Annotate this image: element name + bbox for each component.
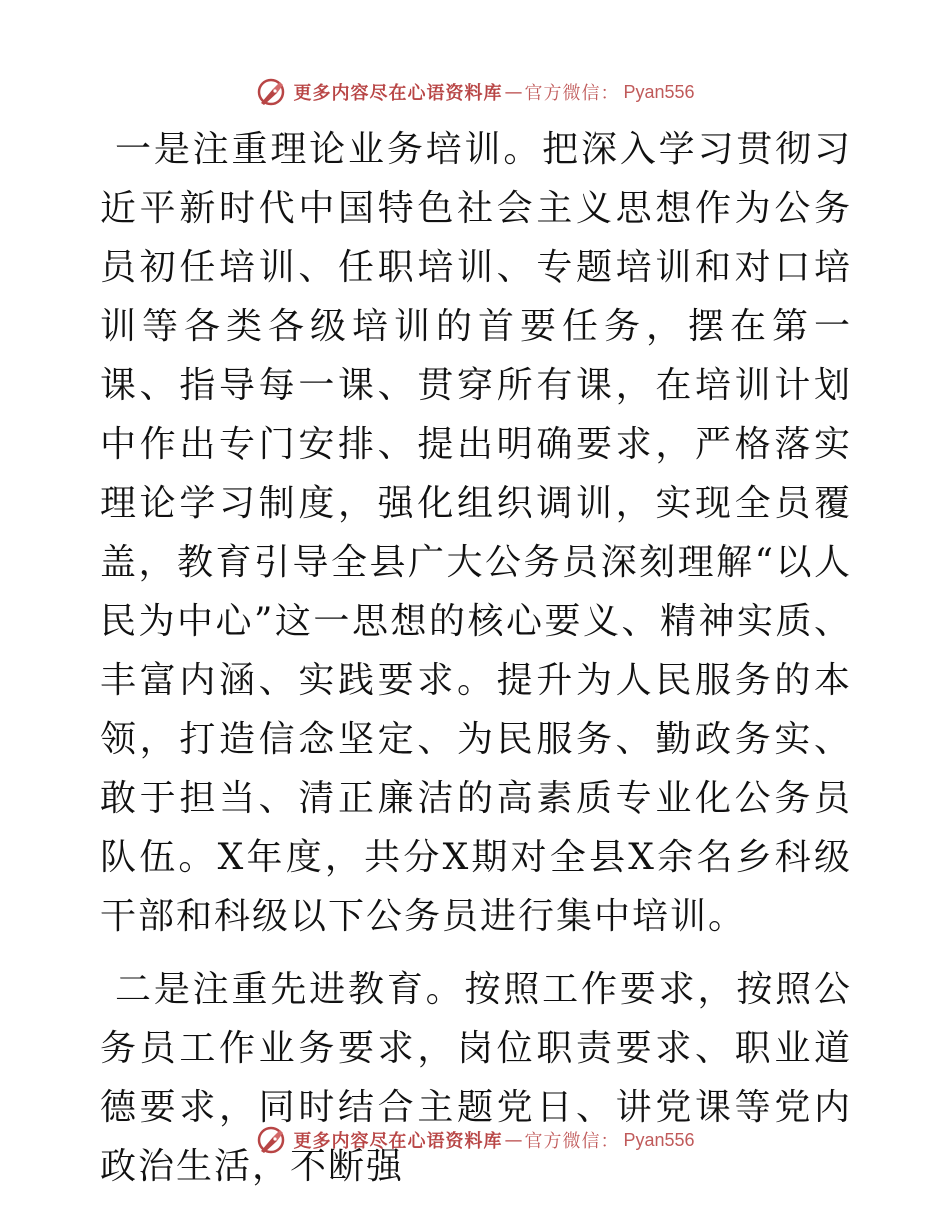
- header-banner-text: 更多内容尽在心语资料库: [293, 83, 503, 104]
- header-wechat-id: Pyan556: [623, 81, 695, 102]
- paragraph-advanced-education: 二是注重先进教育。按照工作要求，按照公务员工作业务要求，岗位职责要求、职业道德要求，同时结合主题党日、讲党课等党内政治生活，不断强: [100, 969, 852, 1187]
- footer-banner: [0, 1120, 950, 1160]
- header-banner: [0, 72, 950, 112]
- document-body: [100, 120, 852, 1196]
- footer-banner-separator: —: [504, 1129, 523, 1151]
- pen-logo-icon: [255, 76, 287, 108]
- footer-banner-text: 更多内容尽在心语资料库: [293, 1131, 503, 1152]
- header-banner-separator: —: [504, 81, 523, 103]
- paragraph-theory-training: 一是注重理论业务培训。把深入学习贯彻习近平新时代中国特色社会主义思想作为公务员初任培训、任职培训、专题培训和对口培训等各类各级培训的首要任务，摆在第一课、指导每一课、贯穿所有课，在培训计划中作出专门安排、提出明确要求，严格落实理论学习制度，强化组织调训，实现全员覆盖，教育引导全县广大公务员深刻理解“以人民为中心”这一思想的核心要义、精神实质、丰富内涵、实践要求。提升为人民服务的本领，打造信念坚定、为民服务、勤政务实、敢于担当、清正廉洁的高素质专业化公务员队伍。X年度，共分X期对全县X余名乡科级干部和科级以下公务员进行集中培训。: [100, 129, 852, 937]
- footer-wechat-label: 官方微信：: [524, 1131, 620, 1152]
- pen-logo-icon: [255, 1124, 287, 1156]
- header-wechat-label: 官方微信：: [524, 83, 620, 104]
- footer-wechat-id: Pyan556: [623, 1129, 695, 1150]
